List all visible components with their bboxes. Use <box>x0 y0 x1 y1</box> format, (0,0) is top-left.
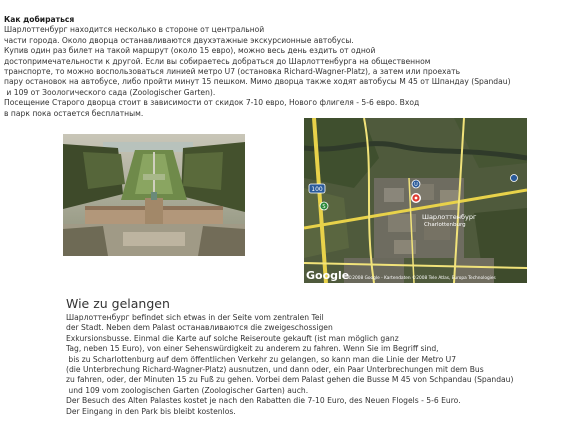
text-line: Der Eingang in den Park bis bleibt kostenlos. <box>66 406 236 416</box>
map-copyright: ©2008 Google - Kartendaten ©2008 Tele Atlas, Europa Technologies <box>348 276 496 281</box>
text-line: Exkursionsbusse. Einmal die Karte auf solche Reiseroute gekauft (ist man möglich ganz <box>66 333 399 343</box>
highway-shield-label: 100 <box>311 186 323 193</box>
text-line: der Stadt. Neben dem Palast останавливаются die zweigeschossigen <box>66 323 333 333</box>
location-marker-icon[interactable] <box>411 193 421 203</box>
text-line: транспорте, то можно воспользоваться линией метро U7 (остановка Richard-Wagner-Platz), а затем или проехать <box>4 67 461 77</box>
text-line: части города. Около дворца останавливаются двухэтажные экскурсионные автобусы. <box>4 35 354 45</box>
text-line: und 109 vom zoologischen Garten (Zoologischer Garten) auch. <box>66 385 309 395</box>
german-paragraph <box>66 313 570 417</box>
text-line: Tag, neben 15 Euro), von einer Sehenswürdigkeit zu anderem zu fahren. Wenn Sie im Begriff sind, <box>66 344 439 354</box>
svg-text:U: U <box>414 182 418 188</box>
satellite-map[interactable] <box>304 118 527 283</box>
text-line: Купив один раз билет на такой маршрут (около 15 евро), можно весь день ездить от одной <box>4 46 376 56</box>
text-line: zu fahren, oder, der Minuten 15 zu Fuß zu gehen. Vorbei dem Palast gehen die Busse M 45 von Schpandau (Spandau) <box>66 375 514 385</box>
text-line: Der Besuch des Alten Palastes kostet je nach den Rabatten die 7-10 Euro, des Neuen Flogels - 5-6 Euro. <box>66 396 461 406</box>
map-place-label: Шарлоттенбург <box>422 213 477 221</box>
text-line: достопримечательности к другой. Если вы собираетесь добраться до Шарлоттенбурга на общественном <box>4 56 431 66</box>
russian-paragraph <box>4 25 570 119</box>
german-heading: Wie zu gelangen <box>66 296 170 311</box>
text-line: Шарлоттенбург befindet sich etwas in der Seite vom zentralen Teil <box>66 313 324 322</box>
text-line: (die Unterbrechung Richard-Wagner-Platz) ausnutzen, und dann oder, ein Paar Unterbrechungen mit dem Bus <box>66 365 484 375</box>
text-line: Шарлоттенбург находится несколько в стороне от центральной <box>4 25 265 35</box>
text-line: Посещение Старого дворца стоит в зависимости от скидок 7-10 евро, Нового флигеля - 5-6 евро. Вход <box>4 98 420 108</box>
text-line: пару остановок на автобусе, либо пройти минут 15 пешком. Мимо дворца также ходят автобусы M 45 от Шпандау (Spandau) <box>4 77 511 87</box>
map-place-sublabel: Charlottenburg <box>424 222 466 228</box>
text-line: и 109 от Зоологического сада (Zoologischer Garten). <box>4 87 216 97</box>
text-line: bis zu Scharlottenburg auf dem öffentlichen Verkehr zu gelangen, so kann man die Linie der Metro U7 <box>66 354 457 364</box>
russian-article <box>4 15 570 119</box>
google-logo: Google <box>306 269 350 282</box>
palace-aerial-photo <box>63 134 245 256</box>
text-line: в парк пока остается бесплатным. <box>4 108 144 118</box>
russian-heading: Как добираться <box>4 15 75 24</box>
svg-text:S: S <box>322 204 326 210</box>
german-article <box>66 296 570 417</box>
